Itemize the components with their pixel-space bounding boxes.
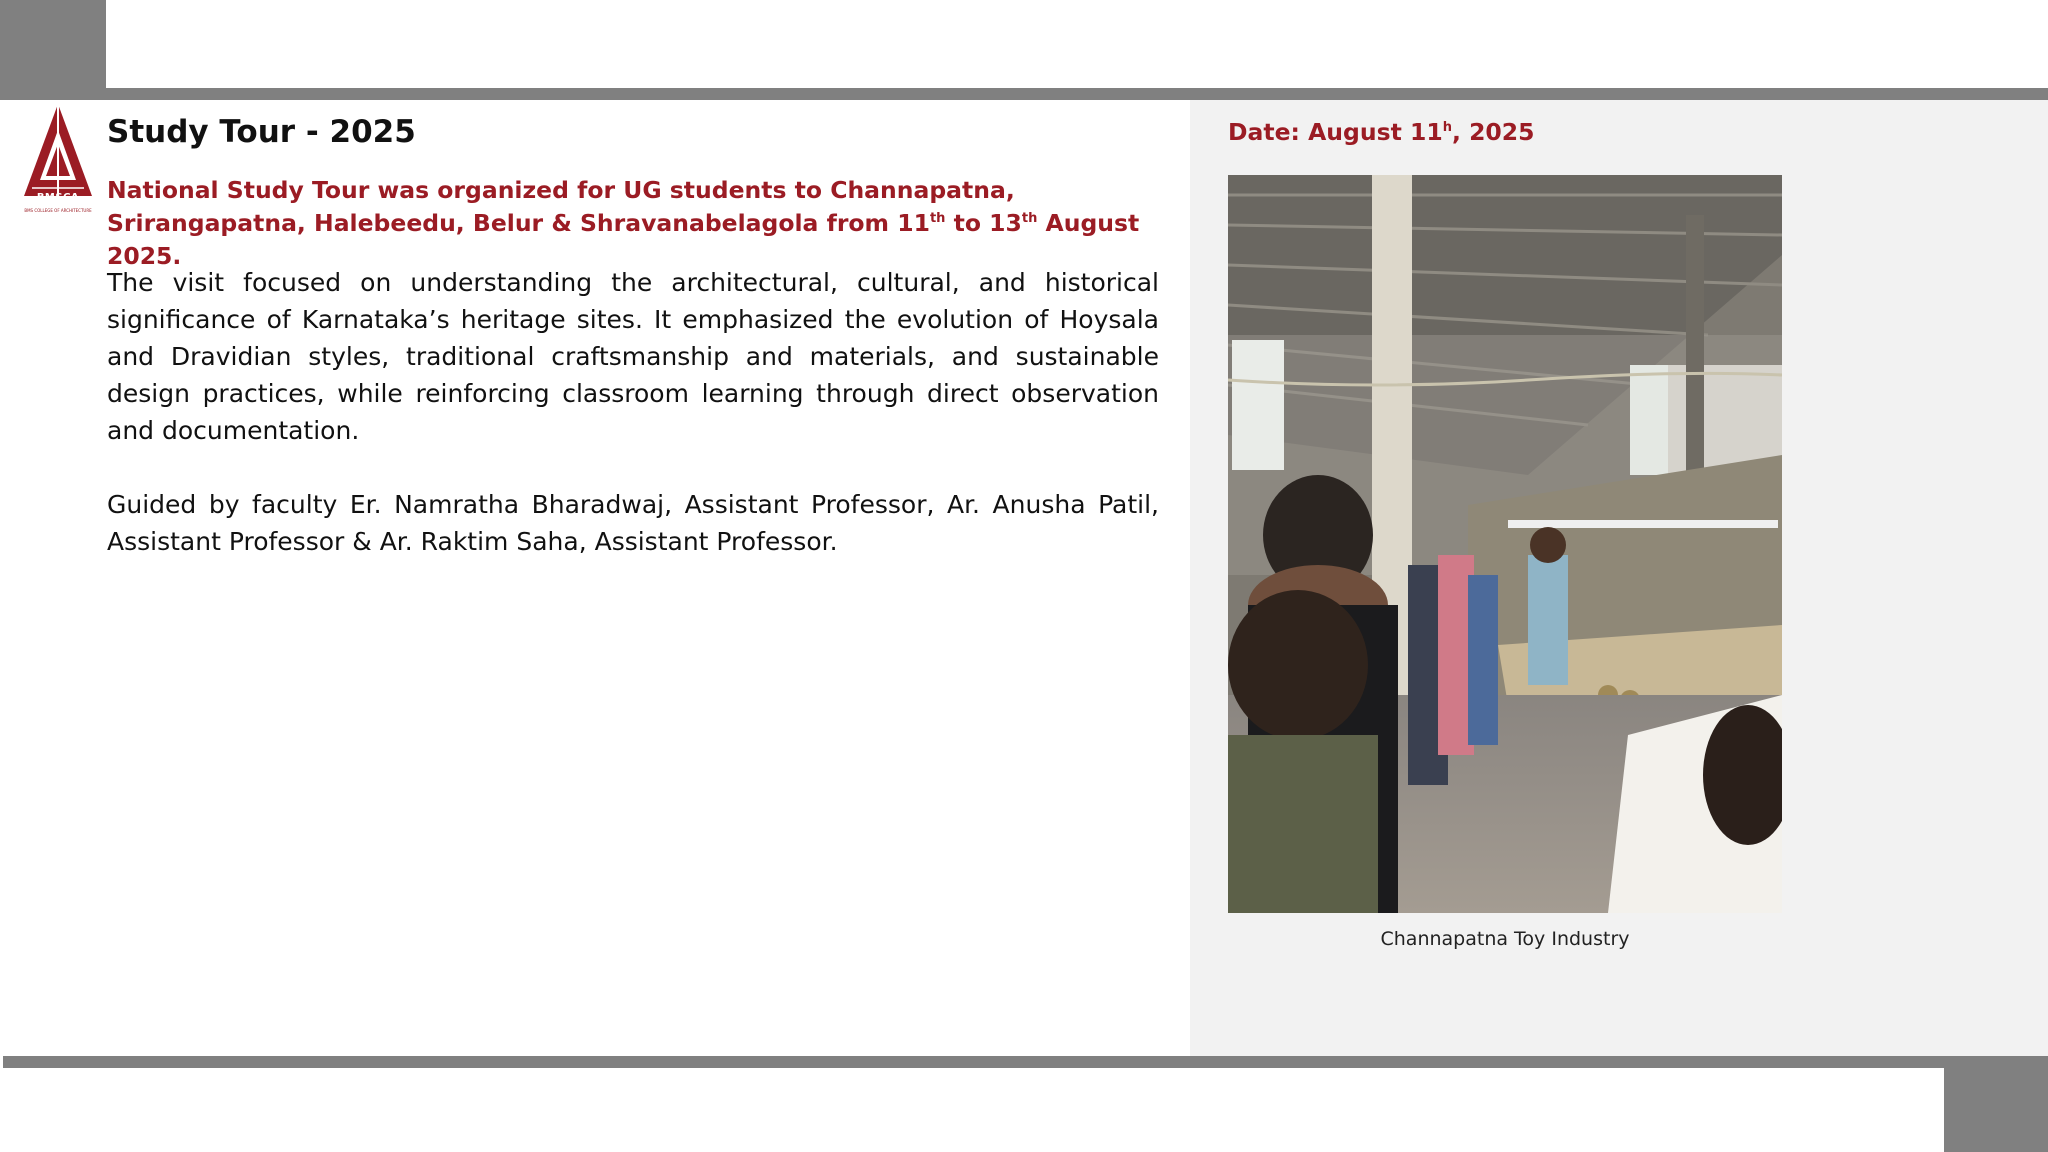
logo-wordmark: BMSCA [36, 192, 80, 203]
college-logo [20, 100, 96, 216]
summary-text-part2: to 13 [945, 209, 1022, 237]
workshop-photo-illustration [1228, 175, 1782, 913]
faculty-paragraph: Guided by faculty Er. Namratha Bharadwaj, Assistant Professor, Ar. Anusha Patil, Assistant Professor & Ar. Raktim Saha, Assistant Professor. [107, 490, 1159, 556]
tour-summary-heading [107, 174, 1187, 273]
date-prefix: Date: August 11 [1228, 118, 1443, 146]
bottom-divider-bar [3, 1056, 2048, 1068]
date-suffix: , 2025 [1451, 118, 1535, 146]
logo-subtitle: BMS COLLEGE OF ARCHITECTURE [24, 208, 92, 213]
tour-date [1228, 118, 1534, 146]
summary-superscript-2: th [1021, 211, 1038, 227]
summary-text-part1: National Study Tour was organized for UG students to Channapatna, Srirangapatna, Halebeedu, Belur & Shravanabelagola from 11 [107, 176, 1015, 237]
top-divider-bar [0, 88, 2048, 100]
page-title: Study Tour - 2025 [107, 114, 416, 150]
summary-superscript-1: th [929, 211, 946, 227]
top-corner-block [0, 0, 106, 100]
description-paragraph: The visit focused on understanding the architectural, cultural, and historical significance of Karnataka’s heritage sites. It emphasized the evolution of Hoysala and Dravidian styles, traditional craftsmanship and materials, and sustainable design practices, while reinforcing classroom learning through direct observation and documentation. [107, 268, 1159, 445]
summary-text-part3: August 2025. [107, 209, 1140, 270]
date-superscript: h [1442, 120, 1452, 136]
photo-caption: Channapatna Toy Industry [1380, 928, 1630, 950]
toy-industry-photo [1228, 175, 1782, 913]
bottom-corner-block [1944, 1068, 2048, 1152]
